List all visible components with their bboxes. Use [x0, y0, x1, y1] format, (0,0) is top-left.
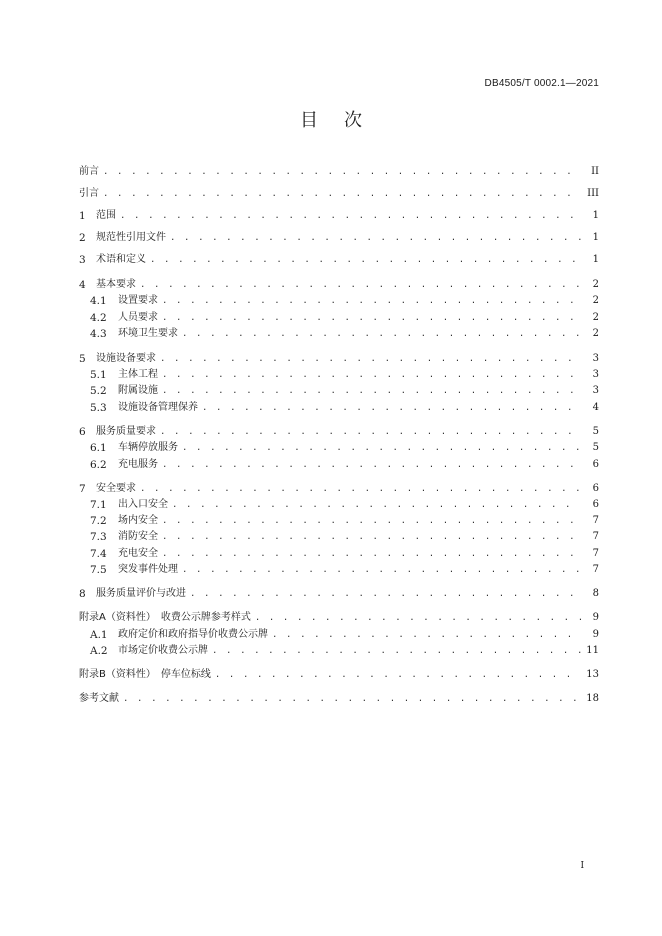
toc-entry-number: 5 [79, 353, 86, 365]
toc-entry[interactable] [90, 498, 599, 512]
toc-entry-page: 7 [592, 548, 599, 559]
toc-entry-page: 13 [586, 669, 599, 680]
toc-entry[interactable] [90, 458, 599, 472]
toc-entry-number: 7 [79, 483, 86, 495]
toc-entry-page: 1 [592, 210, 599, 221]
toc-entry[interactable] [90, 294, 599, 308]
dot-leader [162, 458, 581, 472]
dot-leader [162, 294, 581, 308]
toc-entry-number: 7.4 [90, 548, 107, 560]
toc-entry-label: 范围 [96, 210, 116, 221]
dot-leader [162, 514, 581, 528]
toc-entry[interactable] [90, 644, 599, 658]
dot-leader [212, 644, 581, 658]
toc-entry-number: 5.1 [90, 369, 107, 381]
toc-entry-page: 7 [592, 531, 599, 542]
toc-entry-number: 7.5 [90, 564, 107, 576]
toc-entry[interactable] [90, 401, 599, 415]
toc-entry-number: 2 [79, 232, 86, 244]
toc-entry-page: 7 [592, 564, 599, 575]
toc-entry-page: 11 [586, 645, 599, 656]
toc-entry[interactable] [79, 209, 599, 223]
toc-entry[interactable] [79, 187, 599, 201]
dot-leader [182, 441, 581, 455]
dot-leader [172, 498, 581, 512]
dot-leader [140, 278, 581, 292]
toc-entry-label: 市场定价收费公示牌 [118, 645, 208, 656]
toc-entry-page: 1 [592, 254, 599, 265]
toc-entry-number: 6.2 [90, 459, 107, 471]
dot-leader [140, 482, 581, 496]
toc-entry-label: 术语和定义 [96, 254, 146, 265]
toc-entry-page: 5 [592, 442, 599, 453]
toc-entry-page: III [587, 188, 599, 199]
toc-entry-page: 6 [592, 499, 599, 510]
toc-entry-label: 附录A（资料性） 收费公示牌参考样式 [79, 612, 251, 623]
toc-entry[interactable] [90, 563, 599, 577]
toc-entry-label: 前言 [79, 166, 99, 177]
toc-entry[interactable] [79, 668, 599, 682]
toc-entry-page: 7 [592, 515, 599, 526]
toc-entry-page: 3 [592, 385, 599, 396]
toc-entry-label: 设施设备管理保养 [118, 402, 198, 413]
dot-leader [170, 231, 581, 245]
toc-entry-label: 基本要求 [96, 279, 136, 290]
toc-entry-page: 4 [592, 402, 599, 413]
toc-entry-page: 5 [592, 426, 599, 437]
dot-leader [215, 668, 581, 682]
toc-entry-label: 附录B（资料性） 停车位标线 [79, 669, 211, 680]
toc-entry-number: 4.2 [90, 312, 107, 324]
toc-entry-number: 4.3 [90, 328, 107, 340]
toc-entry-label: 充电安全 [118, 548, 158, 559]
toc-entry[interactable] [90, 530, 599, 544]
toc-entry-page: II [591, 166, 599, 177]
toc-entry-number: 7.1 [90, 499, 107, 511]
dot-leader [103, 187, 581, 201]
toc-entry-label: 消防安全 [118, 531, 158, 542]
toc-entry-page: 3 [592, 353, 599, 364]
toc-entry-page: 2 [592, 328, 599, 339]
toc-entry[interactable] [90, 311, 599, 325]
toc-entry-label: 规范性引用文件 [96, 232, 166, 243]
dot-leader [120, 209, 581, 223]
toc-entry-label: 设置要求 [118, 295, 158, 306]
toc-entry-number: 7.2 [90, 515, 107, 527]
toc-entry[interactable] [90, 547, 599, 561]
toc-entry-page: 1 [592, 232, 599, 243]
toc-entry-label: 场内安全 [118, 515, 158, 526]
dot-leader [103, 165, 581, 179]
dot-leader [162, 384, 581, 398]
document-code: DB4505/T 0002.1—2021 [484, 78, 599, 89]
toc-entry[interactable] [79, 231, 599, 245]
toc-entry[interactable] [90, 514, 599, 528]
toc-entry[interactable] [79, 692, 599, 706]
page-number: I [580, 861, 584, 871]
toc-entry-number: 4.1 [90, 295, 107, 307]
toc-entry[interactable] [79, 278, 599, 292]
toc-entry-page: 9 [592, 612, 599, 623]
toc-entry-page: 9 [592, 629, 599, 640]
toc-entry-label: 出入口安全 [118, 499, 168, 510]
toc-entry-page: 2 [592, 312, 599, 323]
toc-entry-label: 安全要求 [96, 483, 136, 494]
page-title: 目次 [300, 110, 388, 131]
toc-entry-number: 4 [79, 279, 86, 291]
toc-entry-label: 政府定价和政府指导价收费公示牌 [118, 629, 268, 640]
toc-entry-number: 6 [79, 426, 86, 438]
toc-entry-page: 18 [586, 693, 599, 704]
toc-entry[interactable] [90, 628, 599, 642]
dot-leader [160, 352, 581, 366]
dot-leader [123, 692, 581, 706]
toc-entry-label: 充电服务 [118, 459, 158, 470]
toc-entry[interactable] [79, 425, 599, 439]
dot-leader [182, 563, 581, 577]
toc-entry-number: 7.3 [90, 531, 107, 543]
toc-entry-label: 主体工程 [118, 369, 158, 380]
dot-leader [255, 611, 581, 625]
toc-entry-label: 突发事件处理 [118, 564, 178, 575]
toc-entry-number: 1 [79, 210, 86, 222]
toc-entry-label: 服务质量要求 [96, 426, 156, 437]
toc-entry-page: 2 [592, 295, 599, 306]
toc-entry-label: 车辆停放服务 [118, 442, 178, 453]
toc-entry-number: 6.1 [90, 442, 107, 454]
dot-leader [150, 253, 581, 267]
dot-leader [162, 530, 581, 544]
toc-entry[interactable] [79, 587, 599, 601]
toc-entry-number: 5.2 [90, 385, 107, 397]
toc-entry-label: 附属设施 [118, 385, 158, 396]
dot-leader [160, 425, 581, 439]
toc-entry[interactable] [79, 352, 599, 366]
dot-leader [190, 587, 581, 601]
toc-entry-label: 服务质量评价与改进 [96, 588, 186, 599]
toc-entry-page: 8 [592, 588, 599, 599]
toc-entry[interactable] [90, 327, 599, 341]
toc-entry[interactable] [79, 253, 599, 267]
toc-entry-number: A.2 [90, 645, 108, 657]
toc-entry-number: A.1 [90, 629, 108, 641]
toc-entry-label: 参考文献 [79, 693, 119, 704]
toc-entry-page: 6 [592, 459, 599, 470]
toc-entry[interactable] [90, 441, 599, 455]
toc-entry[interactable] [79, 165, 599, 179]
dot-leader [272, 628, 581, 642]
toc-entry-label: 设施设备要求 [96, 353, 156, 364]
toc-entry-label: 引言 [79, 188, 99, 199]
toc-entry-number: 3 [79, 254, 86, 266]
toc-entry-label: 人员要求 [118, 312, 158, 323]
dot-leader [162, 547, 581, 561]
toc-entry-number: 5.3 [90, 402, 107, 414]
toc-entry[interactable] [90, 384, 599, 398]
toc-entry-label: 环境卫生要求 [118, 328, 178, 339]
toc-entry-page: 2 [592, 279, 599, 290]
dot-leader [182, 327, 581, 341]
dot-leader [202, 401, 581, 415]
toc-entry[interactable] [90, 368, 599, 382]
toc-entry-page: 3 [592, 369, 599, 380]
toc-entry[interactable] [79, 611, 599, 625]
toc-entry[interactable] [79, 482, 599, 496]
toc-entry-page: 6 [592, 483, 599, 494]
dot-leader [162, 311, 581, 325]
dot-leader [162, 368, 581, 382]
toc-entry-number: 8 [79, 588, 86, 600]
